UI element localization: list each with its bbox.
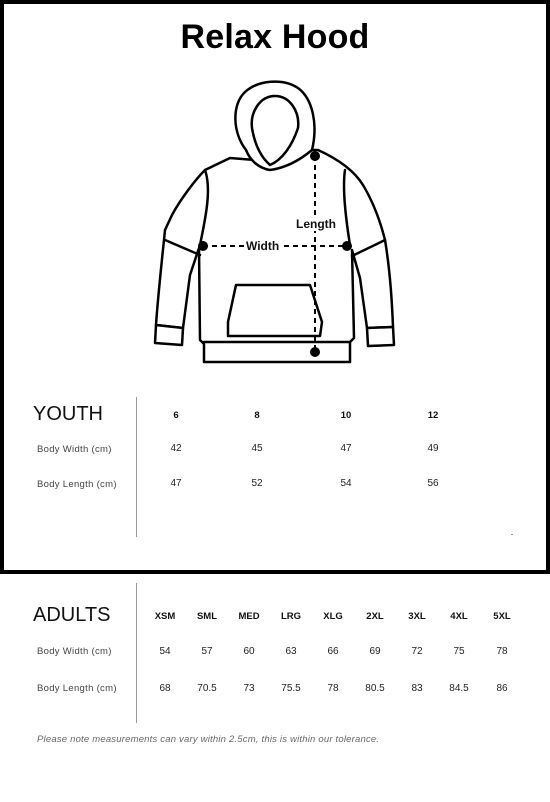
adults-cell: 78 — [327, 683, 339, 694]
page-title: Relax Hood — [180, 18, 370, 56]
youth-cell: 42 — [170, 443, 182, 454]
youth-row-label: Body Width (cm) — [37, 444, 112, 455]
adults-cell: 78 — [496, 646, 508, 657]
adults-row-label: Body Width (cm) — [37, 646, 112, 657]
adults-size-header: XLG — [323, 611, 343, 622]
youth-cell: 47 — [340, 443, 352, 454]
adults-size-header: 2XL — [366, 611, 384, 622]
adults-cell: 54 — [159, 646, 171, 657]
adults-cell: 73 — [243, 683, 255, 694]
youth-size-header: 6 — [173, 410, 179, 421]
youth-row-label: Body Length (cm) — [37, 479, 117, 490]
length-label: Length — [296, 217, 336, 231]
adults-size-header: LRG — [280, 611, 302, 622]
adults-size-header: SML — [196, 611, 218, 622]
adults-cell: 72 — [411, 646, 423, 657]
width-label: Width — [246, 239, 280, 253]
adults-cell: 70.5 — [197, 683, 217, 694]
youth-cell: 47 — [170, 478, 182, 489]
adults-row-label: Body Length (cm) — [37, 683, 117, 694]
decorative-mark — [511, 534, 513, 535]
youth-divider — [136, 397, 137, 537]
adults-cell: 66 — [327, 646, 339, 657]
adults-size-header: XSM — [154, 611, 176, 622]
adults-title: ADULTS — [33, 604, 111, 626]
adults-cell: 60 — [243, 646, 255, 657]
youth-cell: 52 — [251, 478, 263, 489]
adults-divider — [136, 583, 137, 723]
youth-size-header: 10 — [340, 410, 352, 421]
adults-cell: 80.5 — [365, 683, 385, 694]
youth-size-header: 8 — [254, 410, 260, 421]
adults-cell: 84.5 — [449, 683, 469, 694]
adults-cell: 75 — [453, 646, 465, 657]
youth-cell: 56 — [427, 478, 439, 489]
adults-cell: 68 — [159, 683, 171, 694]
adults-cell: 83 — [411, 683, 423, 694]
adults-size-header: 3XL — [408, 611, 426, 622]
tolerance-note: Please note measurements can vary within 2.5cm, this is within our tolerance. — [37, 734, 380, 745]
hoodie-illustration — [150, 78, 400, 368]
adults-cell: 63 — [285, 646, 297, 657]
adults-cell: 69 — [369, 646, 381, 657]
adults-cell: 57 — [201, 646, 213, 657]
adults-size-header: 4XL — [450, 611, 468, 622]
youth-cell: 49 — [427, 443, 439, 454]
youth-title: YOUTH — [33, 403, 103, 425]
youth-cell: 45 — [251, 443, 263, 454]
youth-cell: 54 — [340, 478, 352, 489]
adults-cell: 86 — [496, 683, 508, 694]
adults-size-header: 5XL — [493, 611, 511, 622]
adults-cell: 75.5 — [281, 683, 301, 694]
adults-size-header: MED — [238, 611, 260, 622]
youth-size-header: 12 — [427, 410, 439, 421]
